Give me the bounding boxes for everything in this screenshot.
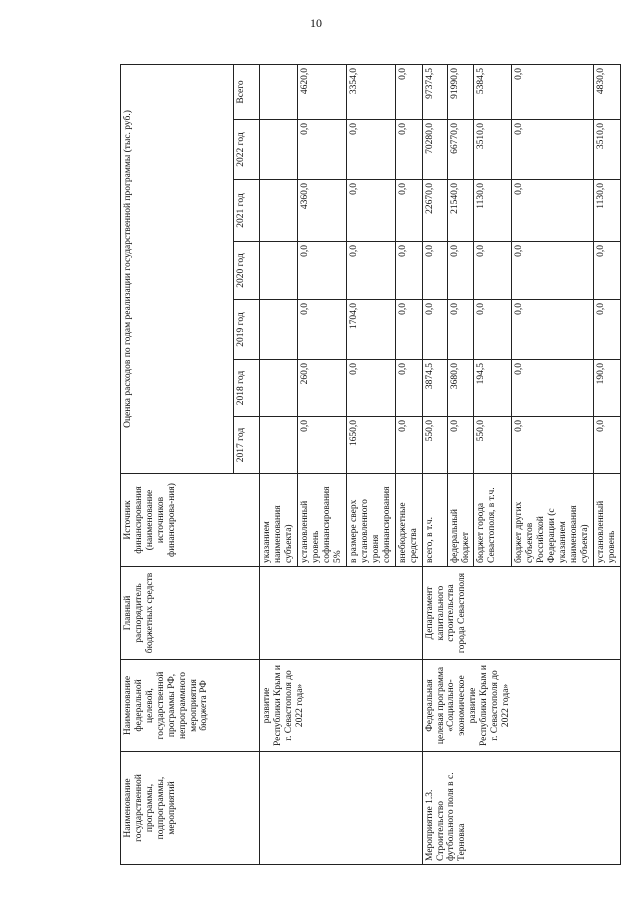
value-cell: 0,0	[297, 417, 346, 474]
source-cell: указанием наименования субъекта)	[260, 474, 298, 567]
table-row	[260, 64, 298, 864]
year-header: 2021 год	[234, 180, 260, 242]
year-header: 2018 год	[234, 360, 260, 417]
value-cell: 0,0	[395, 300, 422, 360]
value-cell: 260,0	[297, 360, 346, 417]
value-cell: 0,0	[447, 417, 474, 474]
value-cell: 0,0	[447, 242, 474, 300]
value-cell: 0,0	[512, 120, 593, 180]
value-cell: 0,0	[395, 360, 422, 417]
federal-program-cell: развитие Республики Крым и г. Севастополя до 2022 года»	[260, 660, 423, 752]
value-cell	[260, 417, 298, 474]
value-cell: 0,0	[395, 242, 422, 300]
rotated-table-container	[120, 65, 617, 865]
value-cell: 0,0	[297, 300, 346, 360]
source-cell: установленный уровень	[593, 474, 620, 567]
value-cell: 0,0	[297, 120, 346, 180]
value-cell: 0,0	[297, 242, 346, 300]
header-federal-program: Наименование федеральной целевой, государственной программы РФ, непрограммного мероприятия бюджета РФ	[121, 660, 260, 752]
empty-distributor-cell	[260, 567, 423, 660]
value-cell: 0,0	[422, 242, 447, 300]
value-cell: 70280,0	[422, 120, 447, 180]
value-cell: 0,0	[512, 64, 593, 119]
value-cell: 4830,0	[593, 64, 620, 119]
value-cell: 0,0	[474, 242, 512, 300]
value-cell	[260, 120, 298, 180]
value-cell: 0,0	[395, 417, 422, 474]
value-cell	[260, 180, 298, 242]
value-cell: 0,0	[512, 300, 593, 360]
table-row	[422, 64, 447, 864]
source-cell: федеральный бюджет	[447, 474, 474, 567]
header-distributor: Главный распорядитель бюджетных средств	[121, 567, 260, 660]
distributor-cell: Департамент капитального строительства города Севастополя	[422, 567, 620, 660]
budget-table	[120, 64, 621, 865]
value-cell: 0,0	[593, 242, 620, 300]
source-cell: внебюджетные средства	[395, 474, 422, 567]
value-cell: 22670,0	[422, 180, 447, 242]
source-cell: в размере сверх установленного уровня софинансирования	[346, 474, 395, 567]
year-header: 2017 год	[234, 417, 260, 474]
value-cell: 550,0	[474, 417, 512, 474]
header-name: Наименование государственной программы, подпрограммы, мероприятий	[121, 752, 260, 865]
value-cell: 3510,0	[593, 120, 620, 180]
value-cell: 5384,5	[474, 64, 512, 119]
value-cell: 0,0	[593, 300, 620, 360]
page-number: 10	[310, 16, 322, 30]
value-cell: 3874,5	[422, 360, 447, 417]
value-cell: 0,0	[395, 64, 422, 119]
value-cell: 1130,0	[474, 180, 512, 242]
value-cell: 550,0	[422, 417, 447, 474]
value-cell: 0,0	[512, 360, 593, 417]
value-cell: 0,0	[593, 417, 620, 474]
value-cell	[260, 300, 298, 360]
header-row	[121, 64, 234, 864]
value-cell: 21540,0	[447, 180, 474, 242]
value-cell: 3680,0	[447, 360, 474, 417]
measure-name-cell: Мероприятие 1.3. Строительство футбольного поля в с. Терновка	[422, 752, 620, 865]
value-cell: 0,0	[346, 360, 395, 417]
value-cell: 0,0	[512, 417, 593, 474]
value-cell: 66770,0	[447, 120, 474, 180]
value-cell: 190,0	[593, 360, 620, 417]
source-cell: установленный уровень софинансирования 5%	[297, 474, 346, 567]
value-cell: 1130,0	[593, 180, 620, 242]
value-cell	[260, 242, 298, 300]
value-cell	[260, 64, 298, 119]
value-cell: 194,5	[474, 360, 512, 417]
value-cell: 0,0	[512, 180, 593, 242]
value-cell: 0,0	[395, 180, 422, 242]
value-cell: 3354,0	[346, 64, 395, 119]
value-cell: 0,0	[346, 120, 395, 180]
value-cell: 3510,0	[474, 120, 512, 180]
source-cell: бюджет города Севастополя, в т.ч.	[474, 474, 512, 567]
value-cell: 0,0	[422, 300, 447, 360]
source-cell: бюджет других субъектов Российской Федерации (с указанием наименования субъекта)	[512, 474, 593, 567]
header-source: Источник финансирования (наименование источников финансирова-ния)	[121, 474, 260, 567]
value-cell: 0,0	[346, 180, 395, 242]
empty-name-cell	[260, 752, 423, 865]
value-cell: 1704,0	[346, 300, 395, 360]
value-cell: 0,0	[395, 120, 422, 180]
federal-program-cell: Федеральная целевая программа «Социально-экономическое развитие Республики Крым и г. Севастополя до 2022 года»	[422, 660, 620, 752]
value-cell: 0,0	[447, 300, 474, 360]
header-estimate: Оценка расходов по годам реализации государственной программы (тыс. руб.)	[121, 64, 234, 473]
value-cell: 4620,0	[297, 64, 346, 119]
value-cell: 0,0	[346, 242, 395, 300]
value-cell: 91990,0	[447, 64, 474, 119]
year-header: 2022 год	[234, 120, 260, 180]
value-cell: 0,0	[474, 300, 512, 360]
year-header: 2020 год	[234, 242, 260, 300]
source-cell: всего, в т.ч.	[422, 474, 447, 567]
total-header: Всего	[234, 64, 260, 119]
value-cell: 1650,0	[346, 417, 395, 474]
value-cell: 0,0	[512, 242, 593, 300]
value-cell: 97374,5	[422, 64, 447, 119]
year-header: 2019 год	[234, 300, 260, 360]
value-cell	[260, 360, 298, 417]
value-cell: 4360,0	[297, 180, 346, 242]
